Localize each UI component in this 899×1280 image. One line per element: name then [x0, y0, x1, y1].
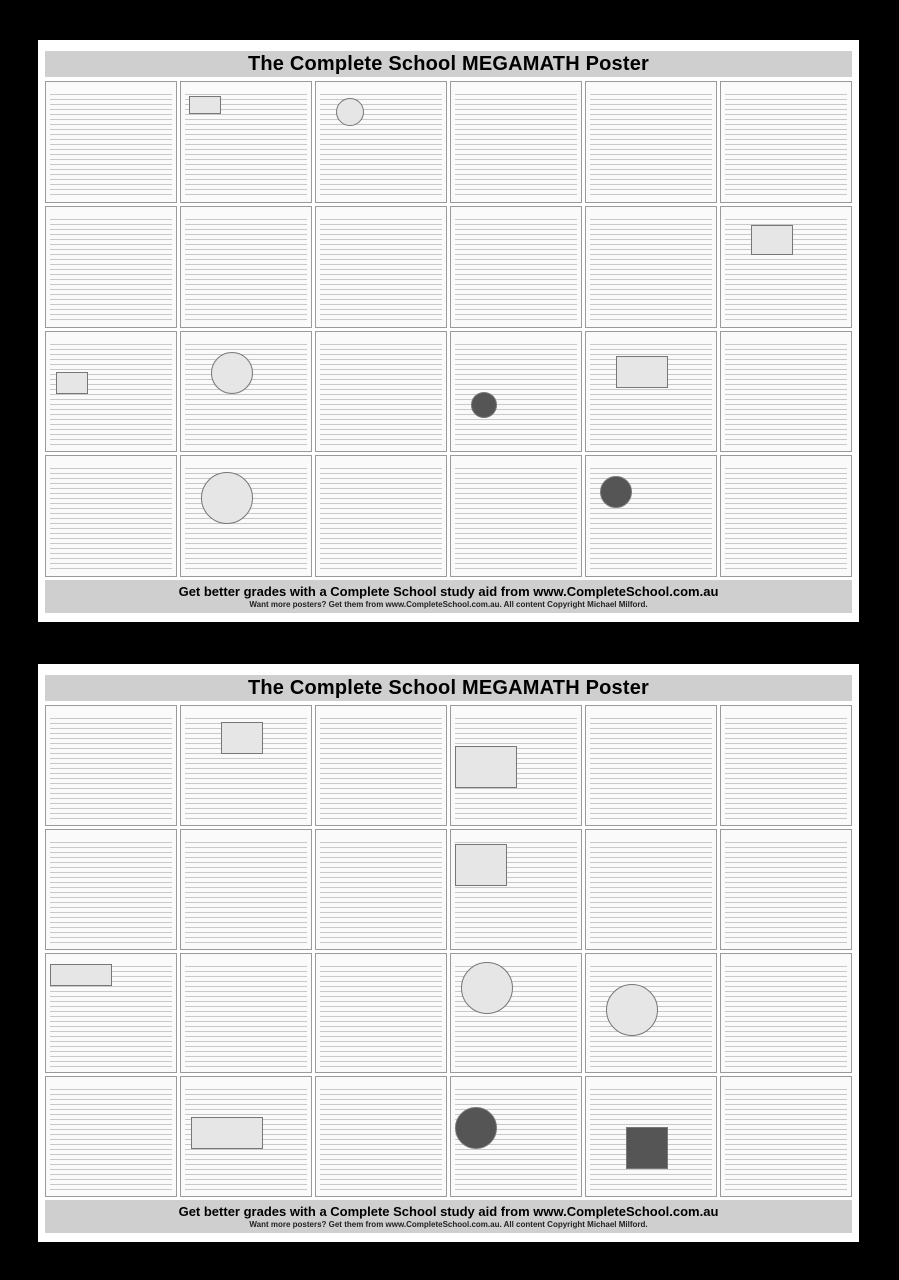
content-panel [45, 81, 177, 203]
content-panel [585, 455, 717, 577]
content-panel [450, 206, 582, 328]
content-panel [720, 81, 852, 203]
content-panel [450, 455, 582, 577]
content-grid [45, 705, 852, 1197]
content-panel [180, 829, 312, 950]
content-panel [45, 1076, 177, 1197]
footer-copyright: Want more posters? Get them from www.CompleteSchool.com.au. All content Copyright Michael Milford. [249, 1220, 648, 1229]
poster-footer [45, 1200, 852, 1233]
content-panel [45, 953, 177, 1074]
content-panel [720, 705, 852, 826]
content-panel [450, 1076, 582, 1197]
content-panel [450, 331, 582, 453]
footer-copyright: Want more posters? Get them from www.CompleteSchool.com.au. All content Copyright Michael Milford. [249, 600, 648, 609]
content-panel [585, 331, 717, 453]
footer-tagline: Get better grades with a Complete School study aid from www.CompleteSchool.com.au [178, 1204, 719, 1219]
poster-title: The Complete School MEGAMATH Poster [45, 675, 852, 701]
content-panel [720, 829, 852, 950]
content-panel [720, 1076, 852, 1197]
content-panel [720, 331, 852, 453]
content-panel [45, 829, 177, 950]
content-panel [720, 455, 852, 577]
content-panel [585, 1076, 717, 1197]
footer-tagline: Get better grades with a Complete School study aid from www.CompleteSchool.com.au [178, 584, 719, 599]
content-panel [180, 1076, 312, 1197]
content-panel [585, 953, 717, 1074]
content-panel [450, 953, 582, 1074]
content-panel [720, 206, 852, 328]
content-panel [315, 81, 447, 203]
poster-sheet-2 [38, 664, 859, 1242]
content-panel [45, 705, 177, 826]
content-panel [315, 206, 447, 328]
content-panel [585, 206, 717, 328]
content-panel [315, 829, 447, 950]
content-panel [180, 953, 312, 1074]
content-panel [720, 953, 852, 1074]
poster-footer [45, 580, 852, 613]
poster-title: The Complete School MEGAMATH Poster [45, 51, 852, 77]
content-panel [45, 331, 177, 453]
content-panel [315, 705, 447, 826]
content-panel [180, 705, 312, 826]
content-panel [315, 331, 447, 453]
content-panel [315, 1076, 447, 1197]
content-grid [45, 81, 852, 577]
content-panel [585, 705, 717, 826]
content-panel [585, 829, 717, 950]
content-panel [45, 455, 177, 577]
content-panel [180, 331, 312, 453]
content-panel [180, 81, 312, 203]
content-panel [180, 206, 312, 328]
content-panel [450, 829, 582, 950]
content-panel [315, 455, 447, 577]
poster-sheet-1 [38, 40, 859, 622]
content-panel [450, 81, 582, 203]
content-panel [315, 953, 447, 1074]
content-panel [45, 206, 177, 328]
content-panel [585, 81, 717, 203]
content-panel [180, 455, 312, 577]
content-panel [450, 705, 582, 826]
